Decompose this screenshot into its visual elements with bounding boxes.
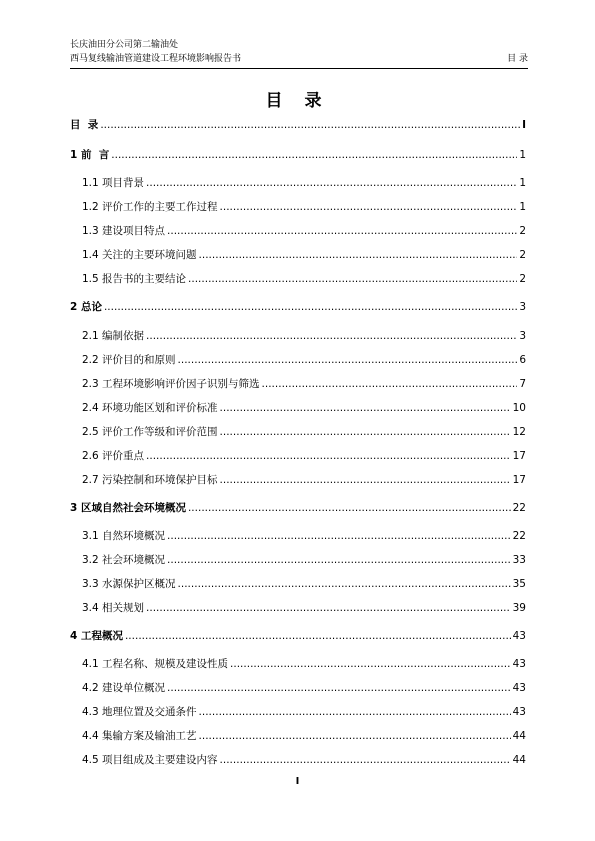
toc-entry-title: 关注的主要环境问题 — [102, 249, 197, 261]
toc-dot-leader — [167, 552, 511, 568]
toc-entry-number: 4.4 — [82, 730, 103, 742]
toc-entry-title: 自然环境概况 — [102, 530, 166, 542]
toc-entry-page: 3 — [519, 330, 526, 342]
toc-dot-leader — [220, 752, 511, 768]
toc-entry[interactable] — [82, 728, 526, 744]
toc-entry-number: 2.6 — [82, 450, 103, 462]
toc-dot-leader — [100, 117, 520, 133]
toc-dot-leader — [111, 147, 517, 163]
toc-entry-number: 4.1 — [82, 658, 103, 670]
toc-entry-number: 1 — [70, 149, 81, 161]
toc-entry-number: 4.2 — [82, 682, 103, 694]
toc-entry[interactable] — [70, 117, 526, 133]
toc-entry[interactable] — [82, 600, 526, 616]
toc-entry[interactable] — [82, 376, 526, 392]
toc-entry-number: 2.5 — [82, 426, 103, 438]
toc-dot-leader — [199, 704, 511, 720]
page-title: 目 录 — [265, 91, 330, 111]
toc-entry-number: 4.5 — [82, 754, 103, 766]
toc-dot-leader — [178, 576, 511, 592]
toc-entry[interactable] — [82, 247, 526, 263]
toc-entry-number: 4.3 — [82, 706, 103, 718]
toc-entry-page: 22 — [512, 502, 526, 514]
toc-dot-leader — [199, 247, 518, 263]
toc-entry-number: 1.2 — [82, 201, 103, 213]
toc-dot-leader — [178, 352, 518, 368]
toc-entry[interactable] — [70, 147, 526, 163]
toc-entry-number: 2 — [70, 301, 81, 313]
toc-dot-leader — [104, 299, 517, 315]
toc-dot-leader — [167, 223, 517, 239]
toc-entry-page: 2 — [519, 225, 526, 237]
toc-entry-number: 3.1 — [82, 530, 103, 542]
toc-entry-page: 10 — [512, 402, 526, 414]
toc-entry-page: 43 — [512, 658, 526, 670]
toc-entry-page: 17 — [512, 450, 526, 462]
toc-entry-page: 39 — [512, 602, 526, 614]
toc-entry[interactable] — [82, 752, 526, 768]
toc-entry-number: 3.4 — [82, 602, 103, 614]
header-rule — [70, 68, 528, 69]
toc-entry[interactable] — [82, 175, 526, 191]
toc-entry-title: 水源保护区概况 — [102, 578, 176, 590]
toc-entry[interactable] — [82, 528, 526, 544]
toc-entry-title: 集输方案及输油工艺 — [102, 730, 197, 742]
toc-entry-number: 1.5 — [82, 273, 103, 285]
toc-entry-title: 项目组成及主要建设内容 — [102, 754, 218, 766]
toc-entry-page: 44 — [512, 754, 526, 766]
toc-entry-title: 污染控制和环境保护目标 — [102, 474, 218, 486]
toc-entry-title: 工程概况 — [80, 630, 123, 642]
toc-entry[interactable] — [82, 223, 526, 239]
toc-entry-number: 1.3 — [82, 225, 103, 237]
header-report-title: 西马复线输油管道建设工程环境影响报告书 — [70, 54, 242, 64]
toc-entry[interactable] — [82, 400, 526, 416]
toc-entry-number: 3.3 — [82, 578, 103, 590]
toc-entry-number: 2.7 — [82, 474, 103, 486]
toc-dot-leader — [125, 628, 511, 644]
toc-entry-number: 3 — [70, 502, 81, 514]
toc-entry-page: 2 — [519, 249, 526, 261]
toc-entry-page: 1 — [519, 149, 526, 161]
toc-entry-title: 工程环境影响评价因子识别与筛选 — [102, 378, 260, 390]
toc-entry-page: 6 — [519, 354, 526, 366]
toc-dot-leader — [262, 376, 518, 392]
toc-dot-leader — [199, 728, 511, 744]
toc-entry-page: 1 — [519, 177, 526, 189]
toc-entry-page: 2 — [519, 273, 526, 285]
toc-entry[interactable] — [70, 628, 526, 644]
toc-entry-title: 环境功能区划和评价标准 — [102, 402, 218, 414]
toc-entry-page: 43 — [512, 630, 526, 642]
toc-dot-leader — [220, 199, 518, 215]
toc-entry-title: 社会环境概况 — [102, 554, 166, 566]
toc-entry[interactable] — [82, 271, 526, 287]
toc-entry-number: 1.4 — [82, 249, 103, 261]
toc-entry-number: 2.2 — [82, 354, 103, 366]
toc-entry-number: 1.1 — [82, 177, 103, 189]
toc-dot-leader — [146, 328, 517, 344]
toc-entry-number: 2.3 — [82, 378, 103, 390]
toc-entry[interactable] — [82, 328, 526, 344]
toc-entry-title: 地理位置及交通条件 — [102, 706, 197, 718]
toc-entry-page: 35 — [512, 578, 526, 590]
toc-entry-number: 3.2 — [82, 554, 103, 566]
toc-entry-title: 总论 — [80, 301, 102, 313]
toc-entry-page: 7 — [519, 378, 526, 390]
toc-entry[interactable] — [82, 680, 526, 696]
toc-entry-number: 2.4 — [82, 402, 103, 414]
toc-entry-page: 17 — [512, 474, 526, 486]
toc-entry-title: 建设项目特点 — [102, 225, 166, 237]
toc-entry-title: 评价工作等级和评价范围 — [102, 426, 218, 438]
toc-entry[interactable] — [82, 576, 526, 592]
toc-dot-leader — [167, 680, 511, 696]
toc-entry-number: 目 — [70, 119, 81, 131]
toc-entry-page: 33 — [512, 554, 526, 566]
toc-entry-title: 相关规划 — [102, 602, 145, 614]
toc-entry-title: 编制依据 — [102, 330, 145, 342]
toc-entry-title: 建设单位概况 — [102, 682, 166, 694]
toc-entry[interactable] — [82, 472, 526, 488]
toc-dot-leader — [230, 656, 511, 672]
toc-entry[interactable] — [82, 424, 526, 440]
toc-dot-leader — [146, 600, 511, 616]
toc-entry-number: 2.1 — [82, 330, 103, 342]
header-company: 长庆油田分公司第二输油处 — [70, 40, 179, 50]
toc-entry-page: 22 — [512, 530, 526, 542]
toc-dot-leader — [188, 500, 511, 516]
toc-entry[interactable] — [82, 448, 526, 464]
toc-entry-title: 工程名称、规模及建设性质 — [102, 658, 229, 670]
toc-dot-leader — [167, 528, 511, 544]
toc-entry-title: 报告书的主要结论 — [102, 273, 187, 285]
toc-dot-leader — [220, 472, 511, 488]
toc-entry[interactable] — [82, 704, 526, 720]
header-section: 目 录 — [507, 54, 528, 64]
toc-entry-page: 3 — [519, 301, 526, 313]
toc-entry-title: 评价工作的主要工作过程 — [102, 201, 218, 213]
toc-dot-leader — [146, 448, 511, 464]
toc-dot-leader — [188, 271, 517, 287]
page-header — [70, 38, 528, 66]
toc-entry-title: 项目背景 — [102, 177, 145, 189]
toc-dot-leader — [146, 175, 517, 191]
toc-entry[interactable] — [70, 500, 526, 516]
toc-entry[interactable] — [82, 656, 526, 672]
toc-entry[interactable] — [82, 352, 526, 368]
footer-page-number: I — [295, 776, 300, 787]
toc-entry-page: 43 — [512, 706, 526, 718]
toc-entry-page: 43 — [512, 682, 526, 694]
toc-dot-leader — [220, 400, 511, 416]
toc-entry-title: 评价重点 — [102, 450, 145, 462]
toc-entry-title: 评价目的和原则 — [102, 354, 176, 366]
toc-entry-page: 44 — [512, 730, 526, 742]
toc-entry-number: 4 — [70, 630, 81, 642]
toc-entry-page: 1 — [519, 201, 526, 213]
toc-entry[interactable] — [82, 552, 526, 568]
toc-entry-page: 12 — [512, 426, 526, 438]
toc-entry[interactable] — [82, 199, 526, 215]
toc-entry[interactable] — [70, 299, 526, 315]
toc-entry-title: 前 言 — [80, 149, 110, 161]
toc-dot-leader — [220, 424, 511, 440]
toc-entry-page: I — [522, 119, 526, 131]
toc-entry-title: 录 — [80, 119, 99, 131]
toc-entry-title: 区域自然社会环境概况 — [80, 502, 186, 514]
